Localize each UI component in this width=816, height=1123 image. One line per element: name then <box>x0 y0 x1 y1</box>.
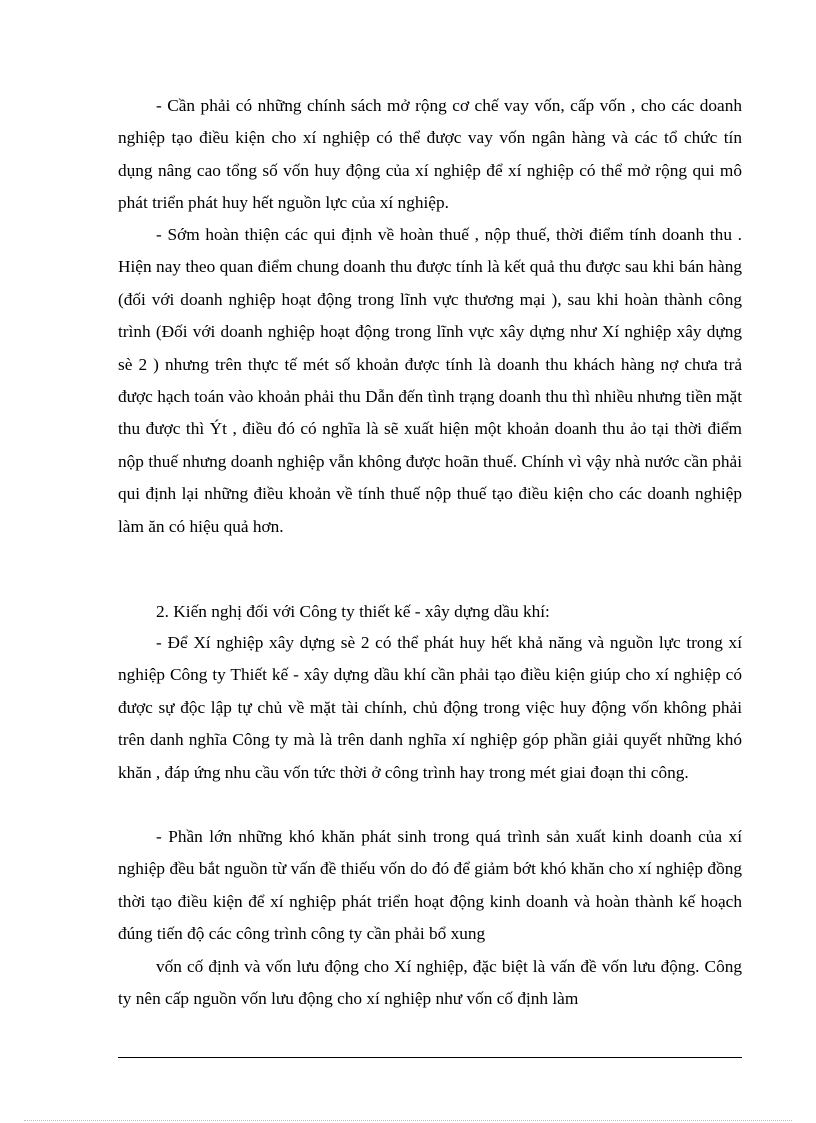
paragraph-credit-policy <box>118 90 742 220</box>
paragraph-financial-autonomy <box>118 627 742 789</box>
paragraph-text: - Cần phải có những chính sách mở rộng cơ chế vay vốn, cấp vốn , cho các doanh nghiệp tạo điều kiện cho xí nghiệp có thể được vay vốn ngân hàng và các tổ chức tín dụng nâng cao tổng số vốn huy động của xí nghiệp để xí nghiệp có thể mở rộng qui mô phát triển phát huy hết nguồn lực của xí nghiệp. <box>118 96 742 213</box>
heading-text: 2. Kiến nghị đối với Công ty thiết kế - xây dựng dầu khí: <box>156 602 550 621</box>
footer-rule <box>118 1057 742 1058</box>
paragraph-text: vốn cố định và vốn lưu động cho Xí nghiệp, đặc biệt là vấn đề vốn lưu động. Công ty nên cấp nguồn vốn lưu động cho xí nghiệp như vốn cố định làm <box>118 957 742 1009</box>
paragraph-text: - Sớm hoàn thiện các qui định về hoàn thuế , nộp thuế, thời điểm tính doanh thu . Hiện nay theo quan điểm chung doanh thu được tính là kết quả thu được sau khi bán hàng (đối với doanh nghiệp hoạt động trong lĩnh vực thương mại ), sau khi hoàn thành công trình (Đối với doanh nghiệp hoạt động trong lĩnh vực xây dựng như Xí nghiệp xây dựng sè 2 ) nhưng trên thực tế mét số khoản được tính là doanh thu khách hàng nợ chưa trả được hạch toán vào khoản phải thu Dẫn đến tình trạng doanh thu thì nhiều nhưng tiền mặt thu được thì Ýt , điều đó có nghĩa là sẽ xuất hiện một khoản doanh thu ảo tại thời điểm nộp thuế nhưng doanh nghiệp vẫn không được hoãn thuế. Chính vì vậy nhà nước cần phải qui định lại những điều khoản về tính thuế nộp thuế tạo điều kiện cho các doanh nghiệp làm ăn có hiệu quả hơn. <box>118 225 742 536</box>
paragraph-capital-shortage <box>118 821 742 951</box>
paragraph-text: - Để Xí nghiệp xây dựng sè 2 có thể phát huy hết khả năng và nguồn lực trong xí nghiệp Công ty Thiết kế - xây dựng dầu khí cần phải tạo điều kiện giúp cho xí nghiệp có được sự độc lập tự chủ về mặt tài chính, chủ động trong việc huy động vốn không phải trên danh nghĩa Công ty mà là trên danh nghĩa xí nghiệp góp phần giải quyết những khó khăn , đáp ứng nhu cầu vốn tức thời ở công trình hay trong mét giai đoạn thi công. <box>118 633 742 782</box>
section-heading <box>118 596 742 628</box>
paragraph-tax-regulation <box>118 219 742 543</box>
paragraph-working-capital <box>118 951 742 1016</box>
paragraph-text: - Phần lớn những khó khăn phát sinh trong quá trình sản xuất kinh doanh của xí nghiệp đều bắt nguồn từ vấn đề thiếu vốn do đó để giảm bớt khó khăn cho xí nghiệp đồng thời tạo điều kiện để xí nghiệp phát triển hoạt động kinh doanh và hoàn thành kế hoạch đúng tiến độ các công trình công ty cần phải bổ xung <box>118 827 742 944</box>
page-break-line <box>24 1120 792 1121</box>
